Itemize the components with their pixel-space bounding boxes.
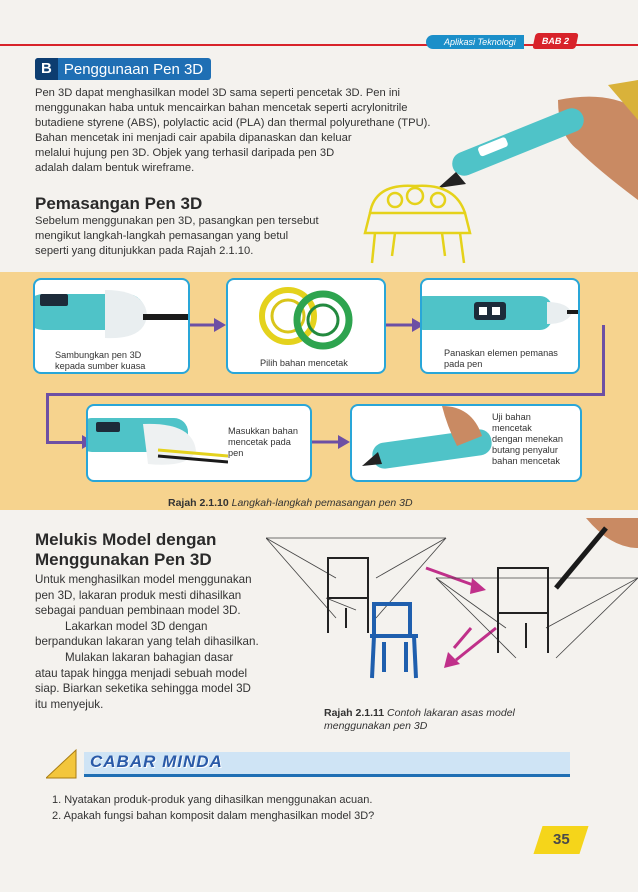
- section-letter: B: [35, 58, 58, 80]
- figure-caption: [324, 707, 515, 733]
- step-caption-line: dengan menekan: [492, 434, 564, 444]
- intro-line: Pen 3D dapat menghasilkan model 3D sama seperti pencetak 3D. Pen ini: [35, 87, 401, 99]
- step-caption-line: pen: [228, 448, 244, 458]
- step-4-panel: [86, 404, 312, 482]
- chapter-tag: Aplikasi Teknologi: [426, 35, 524, 49]
- melukis-paragraph: [35, 572, 285, 712]
- page-number: [533, 826, 588, 854]
- step-caption-line: Masukkan bahan: [228, 426, 298, 436]
- pen-plug-illustration: [35, 280, 190, 350]
- filament-reels-illustration: [228, 280, 386, 356]
- step-caption-line: mencetak pada: [228, 437, 291, 447]
- pemasangan-line: seperti yang ditunjukkan pada Rajah 2.1.10.: [35, 245, 254, 257]
- step-caption-line: Sambungkan pen 3D: [55, 350, 142, 360]
- melukis-heading-line: Melukis Model dengan: [35, 530, 217, 549]
- intro-paragraph: [35, 86, 455, 176]
- perspective-sketch-illustration: [266, 518, 638, 704]
- pen-test-illustration: [352, 406, 492, 482]
- section-title: [35, 58, 211, 80]
- melukis-line: siap. Biarkan seketika sehingga model 3D: [35, 682, 251, 696]
- section-title-text: Penggunaan Pen 3D: [63, 60, 204, 78]
- figure-text: Contoh lakaran asas model: [387, 707, 515, 719]
- intro-line: Bahan mencetak ini menjadi cair apabila dipanaskan dan keluar: [35, 132, 352, 144]
- step-caption-line: pada pen: [444, 359, 483, 369]
- page-number-text: 35: [552, 831, 570, 848]
- flow-connector: [602, 325, 605, 395]
- pen-insert-filament-illustration: [88, 406, 228, 482]
- melukis-heading: [35, 530, 216, 570]
- melukis-line: Lakarkan model 3D dengan: [65, 619, 208, 633]
- pemasangan-line: Sebelum menggunakan pen 3D, pasangkan pen tersebut: [35, 215, 319, 227]
- melukis-line: berpandukan lakaran yang telah dihasilkan.: [35, 635, 259, 649]
- pemasangan-heading: Pemasangan Pen 3D: [35, 194, 203, 213]
- flow-connector: [46, 393, 49, 443]
- melukis-line: sebagai panduan pembinaan model 3D.: [35, 604, 241, 618]
- melukis-line: Mulakan lakaran bahagian dasar: [65, 650, 234, 664]
- pen-heat-illustration: [422, 280, 580, 346]
- pemasangan-paragraph: [35, 214, 355, 259]
- arrow-right-icon: [188, 316, 228, 334]
- wireframe-bench-illustration: [360, 178, 478, 268]
- step-caption-line: Uji bahan: [492, 412, 531, 422]
- figure-label: Rajah 2.1.11: [324, 707, 385, 719]
- melukis-heading-line: Menggunakan Pen 3D: [35, 550, 212, 569]
- cabar-minda-title: CABAR MINDA: [90, 752, 223, 771]
- figure-caption: [168, 497, 413, 509]
- step-2-panel: [226, 278, 386, 374]
- question-item: 1. Nyatakan produk-produk yang dihasilkan menggunakan acuan.: [52, 794, 373, 806]
- step-caption-line: bahan mencetak: [492, 456, 560, 466]
- step-5-panel: [350, 404, 582, 482]
- melukis-line: pen 3D, lakaran produk mesti dihasilkan: [35, 588, 242, 602]
- chapter-badge: BAB 2: [532, 33, 578, 49]
- melukis-line: Untuk menghasilkan model menggunakan: [35, 573, 252, 586]
- arrow-right-icon: [312, 433, 352, 451]
- figure-label: Rajah 2.1.10: [168, 497, 229, 509]
- intro-line: butadiene styrene (ABS), polylactic acid (PLA) dan thermal polyurethane (TPU).: [35, 117, 431, 129]
- intro-line: menggunakan haba untuk mencairkan bahan mencetak seperti acrylonitrile: [35, 102, 408, 114]
- step-caption-line: butang penyalur: [492, 445, 558, 455]
- step-caption-line: mencetak: [492, 423, 532, 433]
- question-item: 2. Apakah fungsi bahan komposit dalam menghasilkan model 3D?: [52, 810, 375, 822]
- step-caption-line: kepada sumber kuasa: [55, 361, 146, 371]
- step-caption-line: Panaskan elemen pemanas: [444, 348, 558, 358]
- pemasangan-line: mengikut langkah-langkah pemasangan yang betul: [35, 230, 289, 242]
- flow-connector: [46, 441, 86, 444]
- flow-connector: [46, 393, 605, 396]
- intro-line: adalah dalam bentuk wireframe.: [35, 162, 195, 174]
- melukis-line: atau tapak hingga menjadi sebuah model: [35, 666, 248, 680]
- step-caption-line: Pilih bahan mencetak: [260, 358, 348, 368]
- intro-line: melalui hujung pen 3D. Objek yang terhasil daripada pen 3D: [35, 147, 335, 159]
- step-1-panel: [33, 278, 190, 374]
- figure-text: Langkah-langkah pemasangan pen 3D: [231, 497, 413, 509]
- melukis-line: itu menyejuk.: [35, 697, 104, 711]
- figure-text: menggunakan pen 3D: [324, 720, 428, 732]
- step-3-panel: [420, 278, 580, 374]
